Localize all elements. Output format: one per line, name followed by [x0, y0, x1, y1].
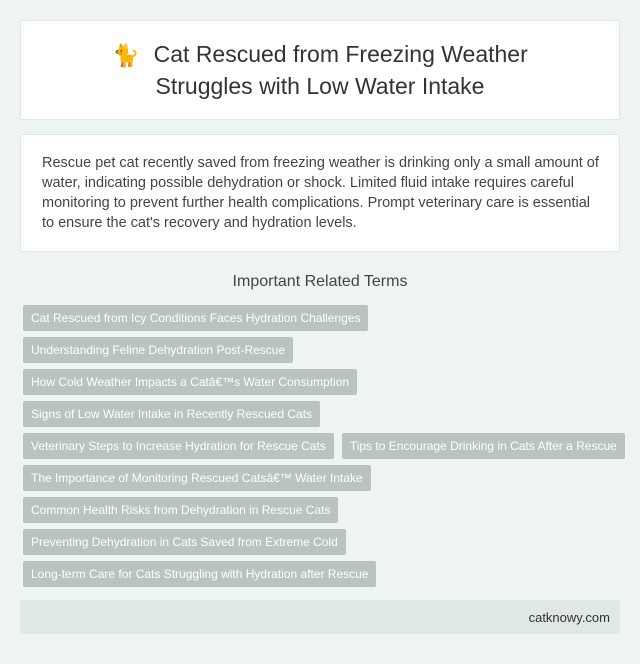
related-term-tag[interactable]: Preventing Dehydration in Cats Saved from Extreme Cold [23, 529, 346, 555]
term-row [23, 337, 623, 363]
related-term-tag[interactable]: Common Health Risks from Dehydration in Rescue Cats [23, 497, 338, 523]
related-term-tag[interactable]: Tips to Encourage Drinking in Cats After a Rescue [342, 433, 625, 459]
term-row [23, 433, 623, 459]
site-link[interactable]: catknowy.com [528, 609, 610, 625]
term-row [23, 529, 623, 555]
related-term-tag[interactable]: Veterinary Steps to Increase Hydration for Rescue Cats [23, 433, 334, 459]
related-term-tag[interactable]: Long-term Care for Cats Struggling with Hydration after Rescue [23, 561, 376, 587]
related-term-tag[interactable]: How Cold Weather Impacts a Catâ€™s Water Consumption [23, 369, 357, 395]
term-row [23, 305, 623, 331]
related-terms-list [23, 305, 623, 593]
related-terms-heading: Important Related Terms [232, 273, 408, 290]
footer [20, 600, 620, 634]
cat-icon: 🐈 [112, 43, 140, 68]
related-term-tag[interactable]: Cat Rescued from Icy Conditions Faces Hydration Challenges [23, 305, 368, 331]
term-row [23, 401, 623, 427]
page-title [21, 39, 619, 101]
related-term-tag[interactable]: Signs of Low Water Intake in Recently Rescued Cats [23, 401, 320, 427]
term-row [23, 369, 623, 395]
title-card [20, 20, 620, 120]
term-row [23, 465, 623, 491]
related-term-tag[interactable]: The Importance of Monitoring Rescued Catsâ€™ Water Intake [23, 465, 371, 491]
related-term-tag[interactable]: Understanding Feline Dehydration Post-Rescue [23, 337, 293, 363]
term-row [23, 561, 623, 587]
description-text: Rescue pet cat recently saved from freezing weather is drinking only a small amount of water, indicating possible dehydration or shock. Limited fluid intake requires careful monitoring to prevent further health complications. Prompt veterinary care is essential to ensure the cat's recovery and hydration levels. [42, 155, 599, 231]
description-card [20, 134, 620, 252]
page-title-text: Cat Rescued from Freezing Weather Struggles with Low Water Intake [153, 41, 528, 99]
term-row [23, 497, 623, 523]
